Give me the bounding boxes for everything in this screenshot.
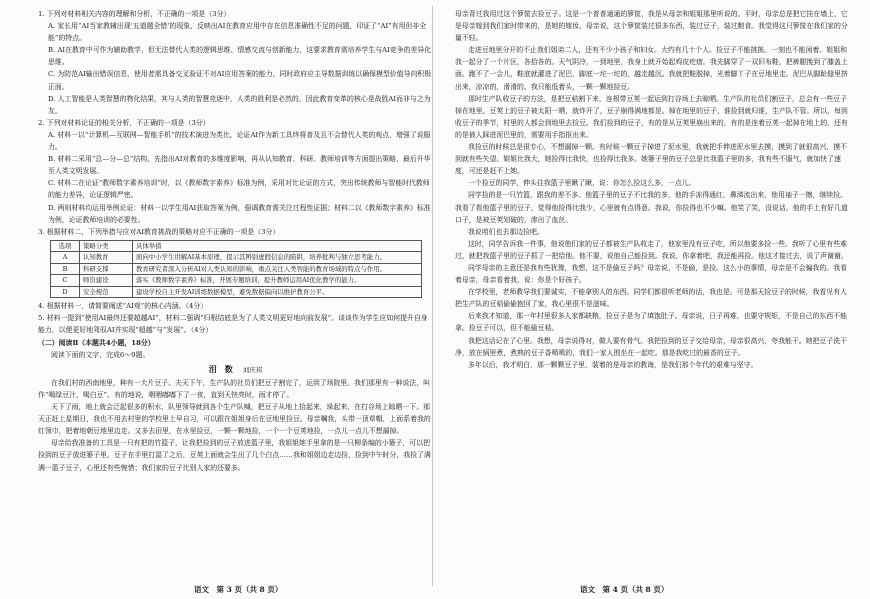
table-row [51, 286, 422, 298]
question-2: 2. 下列对材料论证的相关分析，不正确的一项是（3分） [38, 118, 210, 127]
table-cell: 师资建设 [80, 275, 133, 287]
page-divider [432, 6, 433, 586]
table-row [51, 263, 422, 275]
story-paragraph: 同学捡的是一只竹篮，跟我的差不多。他篮子里的豆子不比我的多，他的手冻得通红，鼻涕流出来，他用袖子一擦，继续捡。我看了看他篮子里的豆子，觉得他捡得比我少，心里就有点得意。我说，你捡得也不少嘛。他笑了笑，没说话。他的手上有好几道口子，是被豆荚划破的，渗出了血丝。 [455, 191, 848, 224]
question-1: 1. 下列对材料相关内容的理解和分析，不正确的一项是（3分） [38, 10, 231, 18]
story-author: 刘庆邦 [242, 365, 263, 374]
table-row [51, 252, 422, 264]
story-paragraph: 我说咱们也去那边捡吧。 [468, 227, 544, 236]
question-1-option-d: D. 人工智能是人类智慧的物化结果，其与人类的智慧竞逐中，人类的胜利是必然的，因此教育变革的核心是战胜AI而非与之为友。 [48, 94, 431, 115]
story-title [38, 363, 433, 376]
table-cell: A [51, 252, 80, 264]
section-heading: （二）阅读Ⅱ（本题共4小题，18分） [38, 338, 155, 347]
section-instruction: 阅读下面的文字，完成6～9题。 [51, 350, 150, 359]
question-2-option-c: C. 材料二在论证“教师数字素养培训”时，以《教师数字素养》标准为例，采用对比论证的方式，突出传统教师与智能时代教师的能力差异，论证逻辑严密。 [48, 179, 430, 200]
table-header: 具体举措 [133, 240, 422, 252]
question-5: 5. 材料一提到“使用AI最终还要超越AI”，材料二强调“归根结底是为了人类文明更好地向前发展”。谈谈作为学生应如何提升自身能力，以便更好地驾驭AI并实现“超越”与“发展”。（4分） [38, 314, 428, 335]
question-1-option-c: C. 为防范AI输出错误信息，使用者需具备交叉验证不对AI应用答案的能力，同时政府应主导数据训练以确保模型价值导向积极正面。 [48, 70, 432, 91]
story-paragraph: 在学校里，老师教导我们要诚实，不能拿别人的东西。同学们都很听老师的话，我也是。可是那天捡豆子的时候，我看见有人把生产队的豆秸偷偷抱回了家，我心里很不是滋味。 [455, 288, 847, 309]
strategy-table [50, 240, 422, 299]
story-title-text: 泪 数 [208, 363, 233, 374]
table-header: 选项 [51, 240, 80, 252]
page-footer-right: 语文 第 4 页（共 8 页） [580, 585, 669, 594]
table-cell: 认知教育 [80, 252, 133, 264]
table-cell: B [51, 263, 80, 275]
story-paragraph: 母亲给我准备的工具是一只有把的竹篮子，让我把捡到的豆子放进篮子里，我姐姐她手里拿的是一只柳条编的小篓子，可以把捡到的豆子放进篓子里。豆子在手里打湿了之后，豆荚上面就会生出了几个白点……我和姐姐边走边捡，捡到中午时分，我捡了满满一篮子豆子，心里还有些惋惜；我们家的豆子比别人家的还要多。 [38, 439, 431, 472]
question-2-option-a: A. 材料一以“计算机—互联网—智能手机”的技术演进为类比，论证AI作为新工具终将普及且不会替代人类的观点，增强了说服力。 [48, 130, 431, 152]
question-4: 4. 根据材料一，请简要阐述“AI观”的核心内涵。（4分） [38, 302, 208, 311]
story-paragraph: 后来我才知道，那一年村里很多人家都缺粮，捡豆子是为了填饱肚子。母亲说，日子再难，也要守规矩，不是自己的东西不能拿。捡豆子可以，但不能偷豆秸。 [455, 312, 847, 333]
question-2-option-b: B. 材料二采用“总—分—总”结构，先指出AI对教育的多维度影响，再从认知教育、科研、教师培训等方面提出策略，最后升华至人类文明发展。 [48, 155, 431, 176]
table-header-row [51, 240, 422, 252]
table-cell: 建设学校自主开发AI训练数据模型，避免数据偏向以维护教育公平。 [133, 286, 422, 298]
question-3: 3. 根据材料二，下列举措与应对AI教育挑战的策略对应不正确的一项是（3分） [38, 227, 280, 236]
table-cell: C [51, 275, 80, 287]
story-paragraph: 走进豆地里分开的不止我们姐弟二人，还有不少小孩子和妇女。大约有几十个人。捡豆子不能挑拣。一刻也不能闲着。姐姐和我一起分了一个片区，各拾各的。天气阴冷，一到地里，我身上就开始起鸡皮疙瘩。我先脚穿了一双旧布鞋，把裤腿挽到了膝盖上面。跑不了一会儿，鞋底就灌进了泥巴，脚底一坨一坨的，越走越沉。我就把鞋脱掉，光着脚丫子在豆地里走。泥巴从脚趾缝里挤出来，凉凉的，滑滑的。我只能低着头，一颗一颗地捡豆。 [455, 46, 848, 91]
table-row [51, 275, 422, 287]
table-cell: 安全规范 [80, 286, 133, 298]
story-paragraph: 在我们村的西南地里，种有一大片豆子。夫天下午，生产队的社员们把豆子割完了，运到了场院里。我们那里有一种说法，叫作“喝绿豆汁，喝白豆”。有的地说，咽咽嘟嘟下了一夜，直到天快亮时，雨才停了。 [38, 378, 430, 399]
page-footer-left: 语文 第 3 页（共 8 页） [194, 585, 283, 594]
story-paragraph: 我把这话记在了心里。我想，母亲说得对，做人要有骨气。我把捡到的豆子交给母亲，母亲很高兴，夸我能干。她把豆子洗干净，放在锅里煮，煮熟的豆子香喷喷的，我们一家人围坐在一起吃。那是我吃过的最香的豆子。 [455, 336, 847, 357]
table-cell: 教育研究者深入分析AI对人类认知的影响，重点关注人类智能的教育场域的特点与作用。 [133, 263, 422, 275]
question-1-option-a: A. 家长用“AI当家教辅出现‘五道题全错’的现象，反映出AI在教育应用中存在信息准确性不足的问题，印证了“AI”有用但非全能”的特点。 [48, 22, 427, 43]
story-paragraph: 同学母亲的主意还是我有些犹豫，我想，这不是偷豆子吗？母亲说，不是偷，是捡。这么小的事情，母亲是不会骗我的。我看着母亲，母亲看着我，说：你是个好孩子。 [455, 263, 847, 285]
story-paragraph: 母亲背过我用过这个箩筐去捡豆子。这是一个普普通通的箩筐，我是从母亲和姐姐那里听说的。平时，母亲总是把它挂在墙上，它是母亲嫁到我们家时带来的，是她的嫁妆。母亲说，这个箩筐装过很多东西，装过豆子，装过粮食。我觉得这只箩筐在我们家的分量不轻。 [455, 10, 848, 43]
table-cell: 面向中小学生讲解AI基本原理，提示其辨别虚假信息的陷阱，培养批判与独立思考能力。 [133, 252, 422, 264]
story-paragraph: 一个捡豆的同学，伸头往我篮子里瞅了瞅，说：你怎么捡这么多，一点儿。 [468, 179, 696, 188]
story-paragraph: 那时生产队收豆子的方法，是把豆秸割下来，连根带豆荚一起运到打谷场上去晾晒。生产队的社员们割豆子，总会有一些豆子掉在地里。豆荚上的豆子被太阳一晒，就炸开了，豆子崩得满地都是。掉在地里的豆子，谁捡到就归谁，生产队不管。所以，每到收豆子的季节，村里的人都会到地里去捡豆。我们捡到的豆子，有的是从豆荚里崩出来的，有的是连着豆荚一起掉在地上的，还有的是被人踩进泥巴里的，需要用手指抠出来。 [455, 94, 848, 139]
story-paragraph: 天下了雨，地上就会泛起很多的积水，队里领导就到各个生产队喊，把豆子从地上拾起来，垛起来，在打谷场上晾晒一下。那天正赶上星期日，我也不用去村里的学校里上早自习，可以跟在姐姐身后在豆地里捡豆。母亲嘱我，头带一顶草帽，上面系着我的红领巾，把着地朝豆地里边走。又多去田里，在水里捡豆，一颗一颗地捡，一个一个豆荚地捡，一点儿一点儿不想漏掉。 [38, 403, 431, 436]
story-paragraph: 多年以后，我才明白，那一颗颗豆子里，装着的是母亲的教诲，是我们那个年代的艰难与坚守。 [468, 360, 758, 369]
page-4-column [455, 8, 850, 583]
table-header: 策略分类 [80, 240, 133, 252]
table-cell: 落实《教师数字素养》标准，开展专题培训，提升教师运用AI优化教学的能力。 [133, 275, 422, 287]
story-paragraph: 这时，同学告诉我一件事，他说他们家的豆子都被生产队收走了，他家里没有豆子吃，所以他要多捡一些。我听了心里有些难过，就把我篮子里的豆子抓了一把给他。他不要，说他自己能捡到。我说，你拿着吧，我还能再捡。他这才接过去，说了声谢谢。 [455, 239, 848, 260]
table-cell: 科研支撑 [80, 263, 133, 275]
question-2-option-d: D. 两则材料均运用举例论证：材料一以学生用AI获取答案为例，强调教育需关注过程性证据；材料二以《教师数字素养》标准为例，论证教师培训的必要性。 [48, 203, 431, 224]
story-paragraph: 我捡豆的时候总是很专心，不想漏掉一颗。有时候一颗豆子掉进了泥水里，我就把手伸进泥水里去摸，摸到了就很高兴，摸不到就有些失望。姐姐比我大，她捡得比我快，也捡得比我多。她篓子里的豆子总是比我篮子里的多，我有些不服气，就加快了速度，可还是赶不上她。 [455, 143, 847, 176]
table-cell: D [51, 286, 80, 298]
question-1-option-b: B. AI在教育中可作为辅助教学，但无法替代人类的逻辑思维、情感交流与创新能力，这要求教育需培养学生与AI竞争的差异化思维。 [48, 46, 432, 67]
page-3-column [38, 8, 433, 583]
